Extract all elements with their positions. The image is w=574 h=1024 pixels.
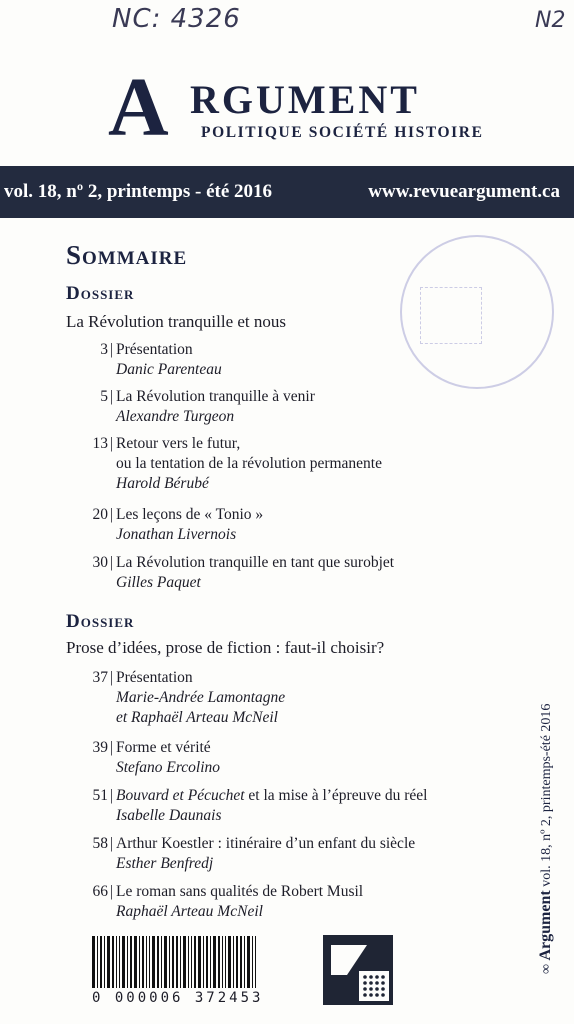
toc-author: Gilles Paquet xyxy=(116,574,201,591)
toc-author: Alexandre Turgeon xyxy=(116,408,235,425)
toc-title: Présentation xyxy=(116,341,193,358)
toc-author: Jonathan Livernois xyxy=(116,526,237,543)
toc-entry: 66 | Le roman sans qualités de Robert Musil Raphaël Arteau McNeil xyxy=(66,882,466,922)
toc-page: 20 xyxy=(92,506,108,523)
toc-author: Esther Benfredj xyxy=(116,855,214,872)
toc-title: Forme et vérité xyxy=(116,739,211,756)
toc-page: 3 xyxy=(100,341,108,358)
barcode-number: 0 000006 372453 xyxy=(92,990,264,1006)
logo-subtitle: POLITIQUE SOCIÉTÉ HISTOIRE xyxy=(201,124,484,141)
toc-author: Raphaël Arteau McNeil xyxy=(116,903,263,920)
publisher-logo xyxy=(323,935,393,1005)
logo-initial: A xyxy=(108,61,171,154)
toc-title-line2: ou la tentation de la révolution permanente xyxy=(116,455,382,472)
logo-rest: RGUMENT xyxy=(190,77,420,122)
toc-title: Arthur Koestler : itinéraire d’un enfant du siècle xyxy=(116,835,416,852)
toc-title: La Révolution tranquille en tant que surobjet xyxy=(116,554,395,571)
issue-band xyxy=(0,166,574,218)
toc-page: 51 xyxy=(92,787,108,804)
toc-author-line2: et Raphaël Arteau McNeil xyxy=(116,709,278,726)
toc-page: 66 xyxy=(92,883,108,900)
toc-title: Retour vers le futur, xyxy=(116,435,241,452)
toc-title xyxy=(116,786,466,806)
spine-mark: ∞ xyxy=(539,960,554,974)
toc-entry: 39 | Forme et vérité Stefano Ercolino xyxy=(66,738,466,778)
toc-title: Le roman sans qualités de Robert Musil xyxy=(116,883,364,900)
toc-entry: 58 | Arthur Koestler : itinéraire d’un enfant du siècle Esther Benfredj xyxy=(66,834,466,874)
toc-page: 5 xyxy=(100,388,108,405)
toc-title: Les leçons de « Tonio » xyxy=(116,506,264,523)
toc-page: 37 xyxy=(92,669,108,686)
toc-author: Isabelle Daunais xyxy=(116,807,222,824)
toc-author: Marie-Andrée Lamontagne xyxy=(116,689,286,706)
toc-title: La Révolution tranquille à venir xyxy=(116,388,315,405)
toc-entry: 20 | Les leçons de « Tonio » Jonathan Livernois xyxy=(66,505,466,545)
dossier-title: La Révolution tranquille et nous xyxy=(66,312,287,331)
barcode-bars xyxy=(92,936,316,988)
dossier-label: Dossier xyxy=(66,283,135,304)
toc-entry: 37 | Présentation Marie-Andrée Lamontagne et Raphaël Arteau McNeil xyxy=(66,668,466,728)
toc-entry: 13 | Retour vers le futur, ou la tentation de la révolution permanente Harold Bérubé xyxy=(66,434,466,494)
toc-title-italic: Bouvard et Pécuchet xyxy=(116,787,245,804)
handwritten-mark: N2 xyxy=(535,8,566,33)
toc-page: 13 xyxy=(92,435,108,452)
toc-author: Harold Bérubé xyxy=(116,475,209,492)
toc-entry: 51 | Bouvard et Pécuchet et la mise à l’épreuve du réel Isabelle Daunais xyxy=(66,786,466,826)
dossier-title: Prose d’idées, prose de fiction : faut-il choisir? xyxy=(66,638,385,657)
toc-author: Stefano Ercolino xyxy=(116,759,221,776)
toc-page: 58 xyxy=(92,835,108,852)
stamp-inner-box xyxy=(420,287,482,344)
toc-title: Présentation xyxy=(116,669,193,686)
toc-author: Danic Parenteau xyxy=(116,361,222,378)
toc-title-rest: et la mise à l’épreuve du réel xyxy=(244,787,428,804)
toc-entry: 5 | La Révolution tranquille à venir Alexandre Turgeon xyxy=(66,387,466,427)
toc-page: 30 xyxy=(92,554,108,571)
journal-url: www.revueargument.ca xyxy=(368,181,560,202)
toc-page: 39 xyxy=(92,739,108,756)
toc-entry: 30 | La Révolution tranquille en tant que surobjet Gilles Paquet xyxy=(66,553,466,593)
issue-volume: vol. 18, nº 2, printemps - été 2016 xyxy=(4,181,273,202)
dossier-label: Dossier xyxy=(66,611,135,632)
journal-logo xyxy=(108,61,484,154)
spine-brand: Argument xyxy=(537,890,554,961)
toc-entry: 3 | Présentation Danic Parenteau xyxy=(66,340,466,380)
handwritten-catalog-number: NC: 4326 xyxy=(112,4,241,34)
toc-heading: Sommaire xyxy=(66,240,188,270)
spine-issue: vol. 18, nº 2, printemps-été 2016 xyxy=(539,703,554,887)
spine-text xyxy=(537,634,555,974)
barcode xyxy=(92,936,316,1006)
